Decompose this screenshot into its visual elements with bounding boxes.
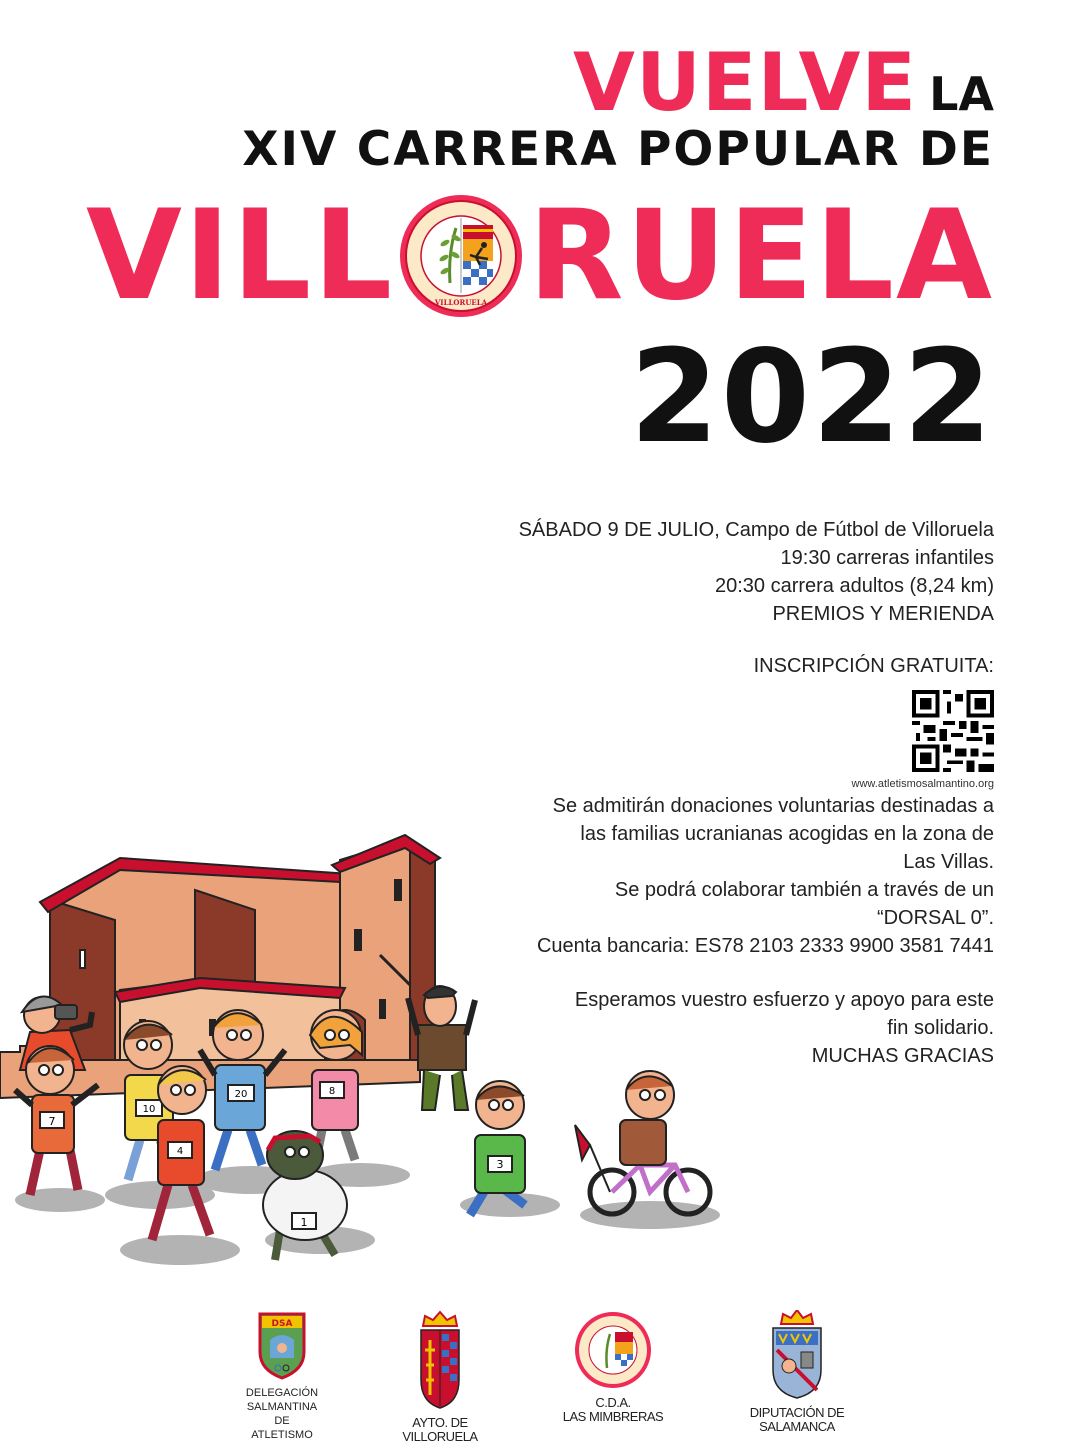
dsa-badge-text: DSA bbox=[271, 1319, 293, 1329]
sponsor-delegacion[interactable] bbox=[212, 1310, 352, 1442]
headline-la: LA bbox=[929, 67, 994, 121]
sponsor-label: C.D.A. LAS MIMBRERAS bbox=[562, 1395, 664, 1424]
sponsor-diputacion-salamanca[interactable] bbox=[727, 1310, 867, 1434]
donations-line: Se podrá colaborar también a través de un bbox=[614, 879, 994, 901]
registration-label: INSCRIPCIÓN GRATUITA: bbox=[753, 655, 994, 677]
club-logo-icon bbox=[398, 193, 524, 319]
bib-number: 1 bbox=[300, 1216, 308, 1229]
donations-line: Se admitirán donaciones voluntarias destinadas a bbox=[552, 795, 994, 817]
qr-code-icon[interactable] bbox=[912, 690, 994, 772]
details-prizes: PREMIOS Y MERIENDA bbox=[772, 603, 994, 625]
sponsor-label: DELEGACIÓN SALMANTINA DE ATLETISMO bbox=[245, 1387, 319, 1441]
details-kids-race: 19:30 carreras infantiles bbox=[780, 547, 994, 569]
donations-line: Las Villas. bbox=[903, 851, 994, 873]
town-title-part1: VILL bbox=[86, 184, 395, 328]
town-title-part2: RUELA bbox=[528, 184, 994, 328]
closing-thanks: MUCHAS GRACIAS bbox=[811, 1045, 994, 1067]
bib-number: 4 bbox=[176, 1146, 184, 1157]
donations-line: “DORSAL 0”. bbox=[876, 907, 994, 929]
bib-number: 3 bbox=[496, 1158, 504, 1171]
details-adult-race: 20:30 carrera adultos (8,24 km) bbox=[714, 575, 994, 597]
donations-line: las familias ucranianas acogidas en la zona de bbox=[580, 823, 994, 845]
year: 2022 bbox=[629, 323, 994, 472]
dsa-shield-icon bbox=[256, 1310, 308, 1380]
closing-line: fin solidario. bbox=[887, 1017, 994, 1039]
bib-number: 7 bbox=[48, 1115, 56, 1128]
closing-line: Esperamos vuestro esfuerzo y apoyo para este bbox=[574, 989, 994, 1011]
bib-number: 8 bbox=[328, 1086, 336, 1097]
sponsor-ayto-villoruela[interactable] bbox=[370, 1310, 510, 1444]
villoruela-coat-of-arms-icon bbox=[415, 1310, 465, 1410]
headline-vuelve: VUELVE bbox=[573, 36, 918, 129]
bib-number: 20 bbox=[234, 1089, 248, 1100]
town-title bbox=[86, 186, 994, 326]
details-date-venue: SÁBADO 9 DE JULIO, Campo de Fútbol de Villoruela bbox=[518, 519, 994, 541]
cda-logo-icon bbox=[573, 1310, 653, 1390]
bank-account: Cuenta bancaria: ES78 2103 2333 9900 3581 7441 bbox=[536, 935, 994, 957]
sponsor-label: AYTO. DE VILLORUELA bbox=[402, 1415, 478, 1444]
diputacion-coat-of-arms-icon bbox=[767, 1310, 827, 1400]
bib-number: 10 bbox=[142, 1104, 156, 1115]
event-name: XIV CARRERA POPULAR DE bbox=[242, 122, 994, 177]
bicycle-rider bbox=[575, 1071, 710, 1214]
headline-vuelve-la bbox=[573, 36, 994, 129]
sponsor-cda-las-mimbreras[interactable] bbox=[543, 1310, 683, 1424]
race-illustration bbox=[0, 820, 720, 1280]
sponsor-label: DIPUTACIÓN DE SALAMANCA bbox=[749, 1405, 845, 1434]
registration-website[interactable]: www.atletismosalmantino.org bbox=[851, 778, 994, 790]
club-logo-bottom-text: VILLORUELA bbox=[435, 298, 488, 307]
event-details bbox=[434, 516, 994, 628]
